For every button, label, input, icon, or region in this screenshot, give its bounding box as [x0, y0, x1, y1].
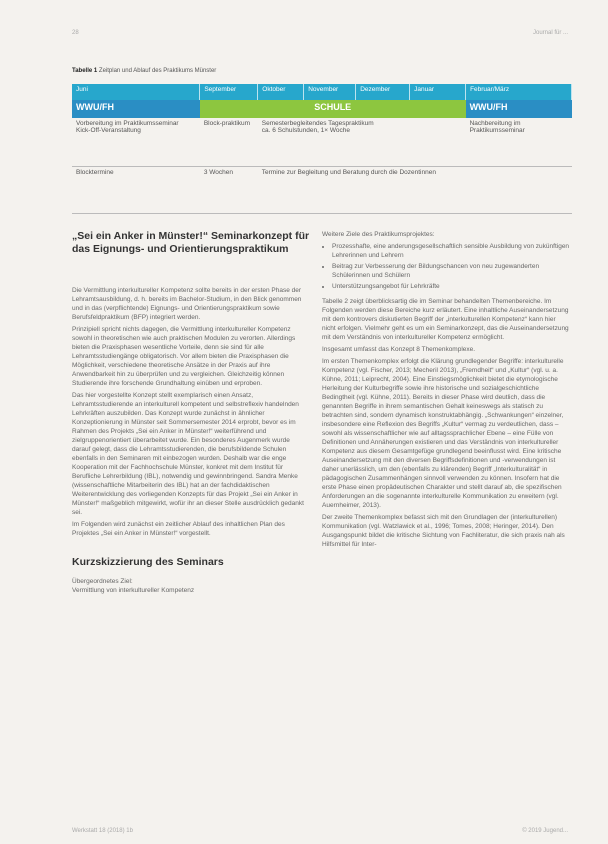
left-column [72, 230, 310, 598]
table-caption-text: Zeitplan und Ablauf des Praktikums Münster [98, 68, 217, 74]
paragraph: Im Folgenden wird zunächst ein zeitlicher Ablauf des inhaltlichen Plan des Projektes „Sei ein Anker in Münster!“ vorgestellt. [72, 521, 285, 537]
paragraph: Insgesamt umfasst das Konzept 8 Themenkomplexe. [322, 346, 476, 353]
phase-cell-wwu: WWU/FH [72, 100, 200, 118]
page-footer-left: Werkstatt 18 (2018) 1b [72, 828, 133, 834]
table-cell [466, 167, 572, 214]
table-cell: Block-praktikum [200, 118, 258, 167]
page-header-right: Journal für ... [532, 30, 568, 36]
paragraph: Das hier vorgestellte Konzept stellt exemplarisch einen Ansatz, Lehramtsstudierende an interkulturell kompetent und selbstreflexiv handelnden Lehrkräften auszubilden. Das Konzept wurde zunächst in ähnlicher Konzeptionierung in Münster seit Sommersemester 2014 erprobt, bevor es im Rahmen des Projekts „Sei ein Anker in Münster!“ weiterführend und zielgruppenorientiert überarbeitet wurde. Ein besonderes Augenmerk wurde darauf gelegt, dass die Lehramtsstudierenden, die berufsbildende Schulen ebenfalls in den Seminaren mit einbezogen wurden. Deshalb war die enge Kooperation mit der Fachhochschule Münster, konkret mit dem Institut für Berufliche Lehrerbildung (IBL), notwendig und gewinnbringend. Sandra Menke (wissenschaftliche Mitarbeiterin des IBL) hat an der fachdidaktischen Weiterentwicklung des vorliegenden Konzepts für das Projekt „Sei ein Anker in Münster!“ maßgeblich mitgewirkt, wofür ihr an dieser Stelle ausdrücklich gedankt sei. [72, 392, 304, 516]
table-cell: Nachbereitung im Praktikumsseminar [466, 118, 572, 167]
page-header-left: 28 [72, 30, 79, 36]
month-cell: Juni [72, 84, 200, 100]
goal-text: Vermittlung von interkultureller Kompetenz [72, 587, 195, 594]
phase-cell-wwu: WWU/FH [466, 100, 572, 118]
phase-cell-schule: SCHULE [200, 100, 466, 118]
section-heading: „Sei ein Anker in Münster!“ Seminarkonzept für das Eignungs- und Orientierungspraktikum [72, 230, 310, 255]
paragraph: Der zweite Themenkomplex befasst sich mit den Grundlagen der (interkulturellen) Kommunikation (vgl. Watzlawick et al., 1996; Tomes, 2008; Heringer, 2014). Den Ausgangspunkt bildet die kritische Sichtung von Fachliteratur, die sich praxis nah als Hilfsmittel für Inter- [322, 514, 565, 548]
month-cell: Dezember [356, 84, 410, 100]
paragraph: Prinzipiell spricht nichts dagegen, die Vermittlung interkultureller Kompetenz sowohl in theoretischen wie auch praktischen Modulen zu verorten. Allerdings bieten die Praxisphasen wesentliche Vorteile, denn sie sind für alle Lehramtsstudiengänge obligatorisch. Vor allem bieten die Praxisphasen die Möglichkeit, verschiedene theoretische Ansätze in der Praxis auf ihre Anwendbarkeit hin zu überprüfen und zu vergleichen. Gleichzeitig können Studierende ihre forschende Grundhaltung einüben und erproben. [72, 326, 296, 387]
month-cell: Oktober [258, 84, 304, 100]
paragraph: Die Vermittlung interkultureller Kompetenz sollte bereits in der ersten Phase der Lehramtsausbildung, d. h. bereits im Bachelor-Studium, in den Blick genommen und in das (verpflichtende) Eignungs- und Orientierungspraktikum sowie Berufsfeldpraktikum (BFP) integriert werden. [72, 287, 302, 321]
month-cell: November [304, 84, 356, 100]
list-item: • Beitrag zur Verbesserung der Bildungschancen von neu zugewanderten Schülerinnen und Schülern [332, 262, 570, 280]
paragraph: Im ersten Themenkomplex erfolgt die Klärung grundlegender Begriffe: interkulturelle Kompetenz (vgl. Fischer, 2013; Mecheril 2013), „Fremdheit“ und „Kultur“ (vgl. u. a. Kühne, 2011; Leiprecht, 2004). Eine Einstiegsmöglichkeit bietet die etymologische Herleitung der Kulturbegriffe sowie ihre historische und sozialgeschichtliche Bedingtheit (vgl. Kühne, 2011). Bereits in dieser Phase wird deutlich, dass die genannten Begriffe in ihrem semantischen Gehalt keineswegs als statisch zu betrachten sind, sondern dynamisch konstruktabhängig. „Schwankungen“ einzelner, insbesondere eine Reflexion des Begriffs „Kultur“ vermag zu verdeutlichen, dass – sowohl als wissenschaftlicher wie auf alltagssprachlicher Ebene – eine Fülle von Definitionen und Annäherungen existieren und das Verständnis von interkultureller Kompetenz aus diesem Gesamtgefüge grundlegend beeinflusst wird. Eine kritische Auseinandersetzung mit den diversen Begriffsdefinitionen und -verwendungen ist daher unerlässlich, um den (ebenfalls zu klärenden) Begriff „Interkulturalität“ in pädagogischen Zusammenhängen sinnvoll verwenden zu können. Insofern hat die erste Phase einen propädeutischen Charakter und stellt darauf ab, die spezifischen Anforderungen an die sogenannte interkulturelle Kommunikation zu erweitern (vgl. Auernheimer, 2013). [322, 358, 564, 509]
bullet-intro: Weitere Ziele des Praktikumsprojektes: [322, 231, 435, 238]
paragraph: Tabelle 2 zeigt überblicksartig die im Seminar behandelten Themenbereiche. Im Folgenden werden diese Bereiche kurz erläutert. Eine inhaltliche Auseinandersetzung mit dem kontrovers diskutierten Begriff der „interkulturellen Kompetenz“ kann hier nicht erfolgen. Vielmehr geht es um ein Seminarkonzept, das die Auseinandersetzung mit dem Verständnis von interkultureller Kompetenz ermöglicht. [322, 298, 569, 341]
table-row [72, 118, 572, 167]
phase-row [72, 100, 572, 118]
goal-label: Übergeordnetes Ziel: [72, 578, 133, 585]
table-cell: Semesterbegleitendes Tagespraktikum ca. 6 Schulstunden, 1× Woche [258, 118, 466, 167]
page-footer-right: © 2019 Jugend... [522, 828, 568, 834]
goals-list [322, 242, 570, 291]
right-column [322, 230, 570, 552]
subheading: Kurzskizzierung des Seminars [72, 556, 224, 568]
month-cell: Januar [410, 84, 466, 100]
table-caption [72, 68, 216, 74]
list-item: • Prozesshafte, eine anderungsgesellschaftlich sensible Ausbildung von zukünftigen Lehrerinnen und Lehrern [332, 242, 570, 260]
table-cell: Blocktermine [72, 167, 200, 214]
table-cell: Termine zur Begleitung und Beratung durch die Dozentinnen [258, 167, 466, 214]
month-cell: September [200, 84, 258, 100]
list-item: • Unterstützungsangebot für Lehrkräfte [332, 282, 570, 291]
table-cell: Vorbereitung im Praktikumsseminar Kick-Off-Veranstaltung [72, 118, 200, 167]
month-cell: Februar/März [466, 84, 572, 100]
table-caption-label: Tabelle 1 [72, 68, 98, 74]
table-row [72, 167, 572, 214]
table-cell: 3 Wochen [200, 167, 258, 214]
month-row [72, 84, 572, 100]
schedule-table [72, 84, 572, 214]
